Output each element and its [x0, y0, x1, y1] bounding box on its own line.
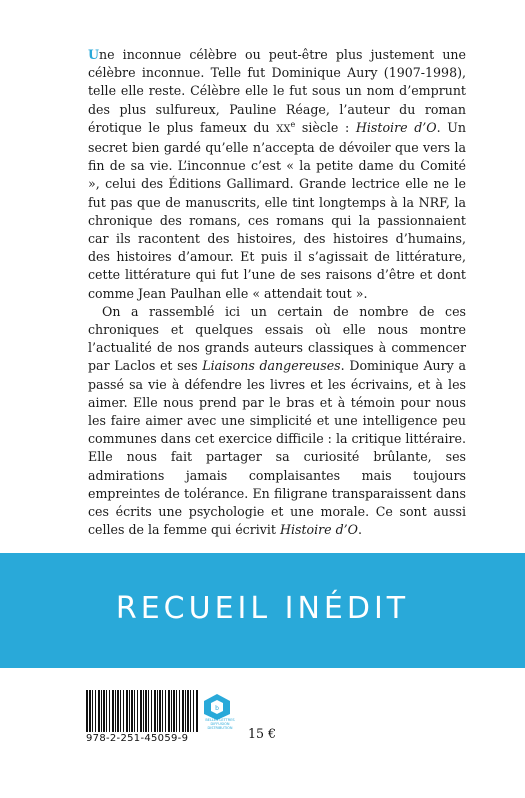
paragraph-2 [88, 303, 466, 540]
paragraph-2-text-b: . Dominique Aury a passé sa vie à défendre les livres et les écrivains, et à les aimer. Elle nous prend par le bras et à témoin pour nous les faire aimer avec une simplicité et une intelligence peu communes dans cet exercice difficile : la critique littéraire. Elle nous fait partager sa curiosité brûlante, ses admirations jamais complaisantes mais toujours empreintes de tolérance. En filigrane transparaissent dans ces écrits une psychologie et une morale. Ce sont aussi celles de la femme qui écrivit [88, 358, 466, 538]
paragraph-2-text-a: On a rassemblé ici un certain de nombre de ces chroniques et quelques essais où elle nous montre l’actualité de nos grands auteurs classiques à commencer par Laclos et ses [88, 303, 466, 374]
isbn-number: 978-2-251-45059-9 [86, 733, 189, 744]
svg-text:b: b [215, 705, 219, 712]
book-title-liaisons-dangereuses: Liaisons dangereuses [202, 358, 341, 374]
paragraph-2-text-c: . [357, 522, 362, 538]
paragraph-1-text-c: . Un secret bien gardé qu’elle n’accepta de dévoiler que vers la fin de sa vie. L’inconnue c’est « la petite dame du Comité », celui des Éditions Gallimard. Grande lectrice elle ne le fut pas que de manuscrits, elle tint longtemps à la NRF, la chronique des romans, ces romans qui la passionnaient car ils racontent des histoires, des histoires d’humains, des histoires d’amour. Et puis il s’agissait de littérature, cette littérature qui fut l’une de ses raisons d’être et dont comme Jean Paulhan elle « attendait tout ». [88, 119, 467, 301]
collection-title: RECUEIL INÉDIT [115, 591, 410, 626]
barcode-icon [86, 690, 199, 732]
century-numeral: XX [276, 123, 291, 135]
paragraph-1-text-b: siècle : [295, 119, 356, 135]
book-title-histoire-d-o: Histoire d’O [355, 119, 437, 135]
drop-cap: U [88, 47, 99, 62]
back-cover-text [88, 46, 466, 539]
paragraph-1-text-a: ne inconnue célèbre ou peut-être plus justement une célèbre inconnue. Telle fut Dominique Aury (1907-1998), telle elle reste. Célèbre elle le fut sous un nom d’emprunt des plus sulfureux, Pauline Réage, l’auteur du roman érotique le plus fameux du [88, 47, 466, 135]
collection-band [0, 553, 525, 668]
book-title-histoire-d-o-2: Histoire d’O [279, 522, 358, 538]
paragraph-1 [88, 46, 466, 303]
distributor-label: BELLES LETTRES DIFFUSION DISTRIBUTION [205, 718, 235, 730]
century-superscript: e [290, 119, 296, 129]
price: 15 € [248, 726, 277, 741]
isbn-barcode-block [86, 690, 234, 746]
